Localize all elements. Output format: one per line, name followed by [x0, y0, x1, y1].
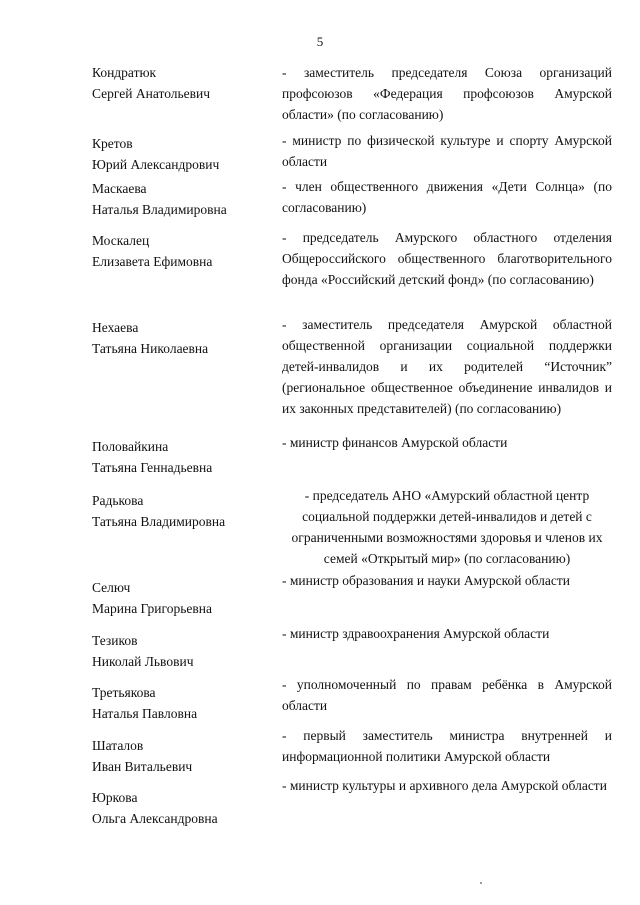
member-name	[92, 735, 272, 777]
member-name	[92, 62, 272, 104]
member-first-name: Юрий Александрович	[92, 157, 220, 172]
member-first-name: Татьяна Владимировна	[92, 514, 226, 529]
page-number: 5	[316, 34, 324, 49]
member-last-name: Третьякова	[92, 685, 156, 700]
member-role: - министр финансов Амурской области	[282, 435, 508, 450]
member-last-name: Селюч	[92, 580, 131, 595]
member-last-name: Юркова	[92, 790, 138, 805]
member-first-name: Татьяна Николаевна	[92, 341, 209, 356]
member-first-name: Ольга Александровна	[92, 811, 218, 826]
member-name	[92, 630, 272, 672]
member-role: - председатель АНО «Амурский областной центр социальной поддержки детей-инвалидов и детей с ограниченными возможностями здоровья и членов их семей «Открытый мир» (по согласованию)	[291, 488, 603, 566]
member-name	[92, 133, 272, 175]
member-last-name: Радькова	[92, 493, 144, 508]
member-name	[92, 178, 272, 220]
member-last-name: Маскаева	[92, 181, 147, 196]
member-name	[92, 490, 272, 532]
member-last-name: Кондратюк	[92, 65, 157, 80]
member-first-name: Наталья Павловна	[92, 706, 198, 721]
member-last-name: Шаталов	[92, 738, 144, 753]
member-first-name: Иван Витальевич	[92, 759, 193, 774]
scan-artifact	[480, 882, 482, 884]
member-role: - министр здравоохранения Амурской области	[282, 626, 550, 641]
member-role: - министр образования и науки Амурской области	[282, 573, 571, 588]
member-role: - член общественного движения «Дети Солнца» (по согласованию)	[282, 179, 612, 215]
member-first-name: Сергей Анатольевич	[92, 86, 211, 101]
member-first-name: Татьяна Геннадьевна	[92, 460, 213, 475]
member-name	[92, 787, 272, 829]
member-last-name: Половайкина	[92, 439, 169, 454]
member-role: - председатель Амурского областного отделения Общероссийского общественного благотворительного фонда «Российский детский фонд» (по согласованию)	[282, 230, 612, 287]
member-first-name: Елизавета Ефимовна	[92, 254, 213, 269]
member-name	[92, 577, 272, 619]
member-last-name: Тезиков	[92, 633, 138, 648]
member-role: - уполномоченный по правам ребёнка в Амурской области	[282, 677, 612, 713]
member-name	[92, 230, 272, 272]
member-role: - министр по физической культуре и спорту Амурской области	[282, 133, 612, 169]
member-last-name: Кретов	[92, 136, 133, 151]
member-role: - заместитель председателя Союза организаций профсоюзов «Федерация профсоюзов Амурской области» (по согласованию)	[282, 65, 612, 122]
member-first-name: Николай Львович	[92, 654, 194, 669]
member-last-name: Нехаева	[92, 320, 139, 335]
member-first-name: Наталья Владимировна	[92, 202, 227, 217]
member-name	[92, 436, 272, 478]
member-role: - министр культуры и архивного дела Амурской области	[282, 778, 607, 793]
member-role: - первый заместитель министра внутренней и информационной политики Амурской области	[282, 728, 612, 764]
member-last-name: Москалец	[92, 233, 150, 248]
member-name	[92, 682, 272, 724]
member-role: - заместитель председателя Амурской областной общественной организации социальной поддержки детей-инвалидов и их родителей “Источник” (региональное общественное объединение инвалидов и их законных представителей) (по согласованию)	[282, 317, 612, 416]
member-first-name: Марина Григорьевна	[92, 601, 212, 616]
member-name	[92, 317, 272, 359]
